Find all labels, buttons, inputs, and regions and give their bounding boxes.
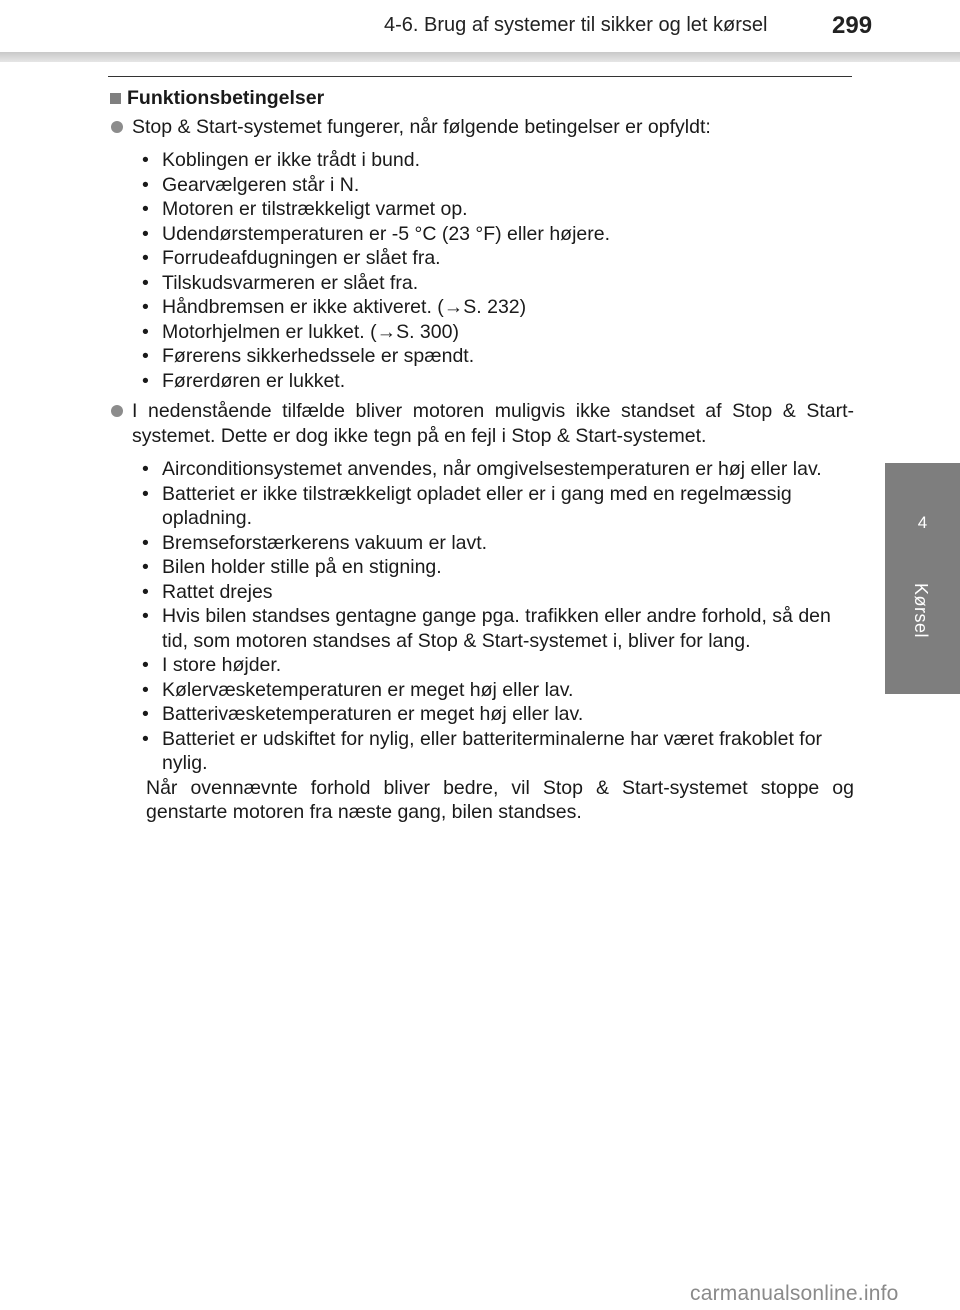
- square-icon: [110, 93, 121, 104]
- page-header-title: 4-6. Brug af systemer til sikker og let kørsel: [384, 14, 768, 36]
- content-top-rule: [108, 76, 852, 77]
- list-item: • Koblingen er ikke trådt i bund.: [148, 148, 854, 173]
- list-item: • Førerdøren er lukket.: [148, 369, 854, 394]
- closing-paragraph: Når ovennævnte forhold bliver bedre, vil Stop & Start-systemet stoppe og genstarte motoren fra næste gang, bilen standses.: [146, 776, 854, 823]
- circle-icon: [111, 405, 123, 417]
- header-rule: [0, 52, 960, 62]
- section-heading: [110, 86, 854, 111]
- watermark: carmanualsonline.info: [690, 1282, 899, 1305]
- chapter-side-tab[interactable]: [885, 463, 960, 694]
- list-item: • Forrudeafdugningen er slået fra.: [148, 246, 854, 271]
- page-content: [110, 86, 854, 825]
- chapter-label: Kørsel: [911, 583, 931, 639]
- list-item: • Hvis bilen standses gentagne gange pga. trafikken eller andre forhold, så den tid, som motoren standses af Stop & Start-systemet i, bliver for lang.: [148, 604, 854, 653]
- list-item: • Batteriet er ikke tilstrækkeligt opladet eller er i gang med en regelmæssig opladning.: [148, 482, 854, 531]
- list-item: • Batterivæsketemperaturen er meget høj eller lav.: [148, 702, 854, 727]
- conditions-intro: [110, 115, 854, 140]
- list-item: • Motoren er tilstrækkeligt varmet op.: [148, 197, 854, 222]
- list-item: • Motorhjelmen er lukket. (→S. 300): [148, 320, 854, 345]
- circle-icon: [111, 121, 123, 133]
- conditions-list: [110, 148, 854, 393]
- list-item: • Gearvælgeren står i N.: [148, 173, 854, 198]
- page-number: 299: [832, 12, 873, 39]
- list-item: • Rattet drejes: [148, 580, 854, 605]
- list-item: • Batteriet er udskiftet for nylig, eller batteriterminalerne har været frakoblet for nylig.: [148, 727, 854, 776]
- list-item: • Førerens sikkerhedssele er spændt.: [148, 344, 854, 369]
- exceptions-intro-text: I nedenstående tilfælde bliver motoren muligvis ikke standset af Stop & Start-systemet. Dette er dog ikke tegn på en fejl i Stop & Start-systemet.: [132, 400, 854, 447]
- list-item: • Udendørstemperaturen er -5 °C (23 °F) eller højere.: [148, 222, 854, 247]
- exceptions-list: [110, 457, 854, 776]
- chapter-number: 4: [917, 513, 928, 532]
- list-item: • Håndbremsen er ikke aktiveret. (→S. 232): [148, 295, 854, 320]
- section-heading-text: Funktionsbetingelser: [127, 87, 325, 109]
- list-item: • Tilskudsvarmeren er slået fra.: [148, 271, 854, 296]
- list-item: • Airconditionsystemet anvendes, når omgivelsestemperaturen er høj eller lav.: [148, 457, 854, 482]
- list-item: • Kølervæsketemperaturen er meget høj eller lav.: [148, 678, 854, 703]
- list-item: • Bilen holder stille på en stigning.: [148, 555, 854, 580]
- list-item: • Bremseforstærkerens vakuum er lavt.: [148, 531, 854, 556]
- exceptions-intro: [110, 399, 854, 448]
- list-item: • I store højder.: [148, 653, 854, 678]
- conditions-intro-text: Stop & Start-systemet fungerer, når følgende betingelser er opfyldt:: [132, 115, 711, 138]
